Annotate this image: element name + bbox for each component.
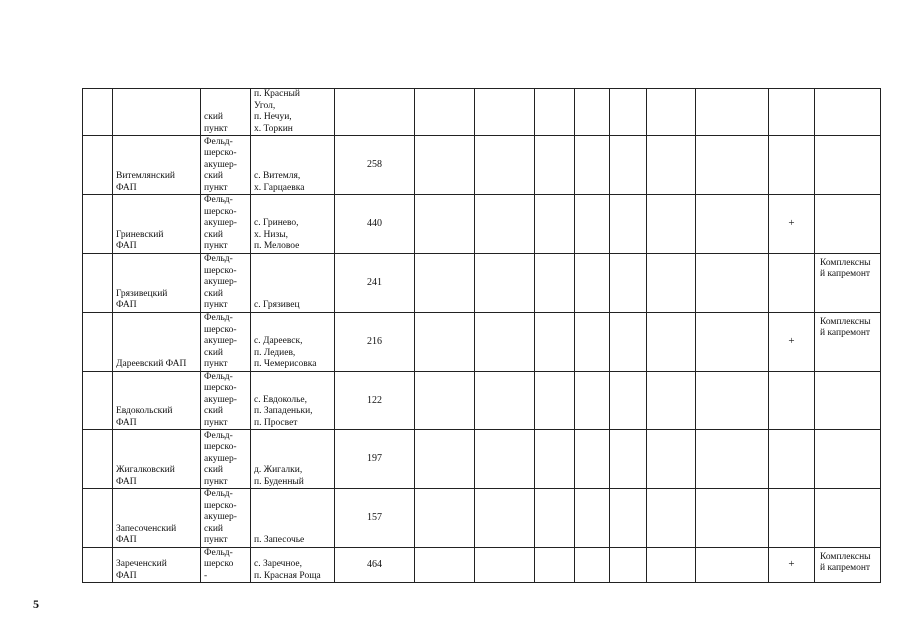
fap-name-cell bbox=[113, 136, 201, 195]
empty-cell bbox=[575, 253, 610, 312]
type-line: шерско- bbox=[204, 148, 237, 158]
plus-mark: + bbox=[788, 558, 795, 570]
empty-cell bbox=[535, 371, 575, 430]
type-line: пункт bbox=[204, 476, 228, 487]
type-line: - bbox=[204, 570, 208, 581]
population-cell bbox=[335, 195, 415, 254]
name-line: Зареченский bbox=[116, 559, 167, 569]
fap-type-cell bbox=[201, 136, 251, 195]
empty-cell bbox=[647, 489, 696, 548]
plus-cell bbox=[769, 195, 815, 254]
type-line: акушер- bbox=[204, 394, 237, 405]
note-cell bbox=[815, 312, 881, 371]
plus-cell bbox=[769, 430, 815, 489]
population-value: 122 bbox=[367, 394, 382, 406]
fap-type-cell bbox=[201, 547, 251, 583]
population-value: 157 bbox=[367, 512, 382, 523]
empty-cell bbox=[696, 136, 769, 195]
note-cell bbox=[815, 547, 881, 583]
empty-cell bbox=[610, 430, 647, 489]
type-line: пункт bbox=[204, 241, 228, 251]
empty-cell bbox=[575, 136, 610, 195]
type-line: акушер- bbox=[204, 159, 237, 170]
type-line: шерско- bbox=[204, 442, 237, 452]
type-line: шерско bbox=[204, 559, 234, 569]
villages-line: Угол, bbox=[254, 100, 276, 111]
type-line: пункт bbox=[204, 182, 228, 193]
type-line: ский bbox=[204, 406, 223, 416]
empty-cell bbox=[535, 312, 575, 371]
empty-cell bbox=[696, 195, 769, 254]
fap-type-cell bbox=[201, 195, 251, 254]
type-line: Фельд- bbox=[204, 489, 233, 499]
villages-line: д. Жигалки, bbox=[254, 465, 303, 475]
plus-cell bbox=[769, 312, 815, 371]
note-cell bbox=[815, 136, 881, 195]
villages-cell bbox=[251, 195, 335, 254]
table-row bbox=[83, 312, 881, 371]
type-line: Фельд- bbox=[204, 136, 233, 147]
villages-cell bbox=[251, 89, 335, 136]
plus-cell bbox=[769, 89, 815, 136]
fap-name-cell bbox=[113, 195, 201, 254]
empty-cell bbox=[415, 89, 475, 136]
empty-cell bbox=[610, 89, 647, 136]
type-line: шерско- bbox=[204, 500, 237, 511]
fap-name-cell bbox=[113, 547, 201, 583]
fap-type-cell bbox=[201, 312, 251, 371]
name-line: Запесоченский bbox=[116, 523, 177, 534]
villages-line: п. Чемерисовка bbox=[254, 359, 317, 369]
empty-cell bbox=[535, 430, 575, 489]
empty-cell bbox=[647, 312, 696, 371]
type-line: ский bbox=[204, 465, 223, 475]
note-line: Комплексны bbox=[820, 551, 871, 562]
note-cell bbox=[815, 253, 881, 312]
villages-cell bbox=[251, 547, 335, 583]
table-row bbox=[83, 547, 881, 583]
table-row bbox=[83, 489, 881, 548]
empty-cell bbox=[647, 195, 696, 254]
empty-cell bbox=[610, 312, 647, 371]
villages-line: п. Запесочье bbox=[254, 535, 305, 545]
table-row bbox=[83, 195, 881, 254]
population-value: 258 bbox=[367, 159, 382, 171]
row-index-cell bbox=[83, 195, 113, 254]
population-value: 440 bbox=[367, 218, 382, 229]
type-line: ский bbox=[204, 347, 223, 358]
table-row bbox=[83, 371, 881, 430]
villages-cell bbox=[251, 489, 335, 548]
empty-cell bbox=[575, 89, 610, 136]
name-line: Грязивецкий bbox=[116, 288, 168, 299]
row-index-cell bbox=[83, 489, 113, 548]
type-line: ский bbox=[204, 523, 223, 534]
name-line: ФАП bbox=[116, 535, 137, 545]
fap-type-cell bbox=[201, 371, 251, 430]
empty-cell bbox=[696, 253, 769, 312]
empty-cell bbox=[575, 489, 610, 548]
empty-cell bbox=[415, 430, 475, 489]
type-line: Фельд- bbox=[204, 547, 233, 558]
empty-cell bbox=[610, 136, 647, 195]
empty-cell bbox=[575, 312, 610, 371]
empty-cell bbox=[696, 547, 769, 583]
plus-cell bbox=[769, 547, 815, 583]
note-line: й капремонт bbox=[820, 328, 871, 338]
empty-cell bbox=[647, 430, 696, 489]
row-index-cell bbox=[83, 371, 113, 430]
population-cell bbox=[335, 430, 415, 489]
name-line: ФАП bbox=[116, 417, 137, 428]
fap-name-cell bbox=[113, 253, 201, 312]
population-cell bbox=[335, 547, 415, 583]
fap-type-cell bbox=[201, 489, 251, 548]
empty-cell bbox=[475, 253, 535, 312]
villages-line: с. Евдоколье, bbox=[254, 394, 308, 405]
fap-name-cell bbox=[113, 371, 201, 430]
empty-cell bbox=[415, 195, 475, 254]
fap-name-cell bbox=[113, 489, 201, 548]
fap-table bbox=[82, 88, 881, 583]
empty-cell bbox=[610, 489, 647, 548]
type-line: ский bbox=[204, 229, 223, 240]
empty-cell bbox=[610, 195, 647, 254]
type-line: акушер- bbox=[204, 453, 237, 464]
table-row bbox=[83, 136, 881, 195]
empty-cell bbox=[535, 89, 575, 136]
type-line: акушер- bbox=[204, 218, 237, 228]
villages-line: с. Заречное, bbox=[254, 559, 302, 569]
type-line: ский bbox=[204, 171, 223, 181]
type-line: Фельд- bbox=[204, 195, 233, 205]
empty-cell bbox=[647, 547, 696, 583]
name-line: Жигалковский bbox=[116, 465, 175, 475]
population-value: 464 bbox=[367, 559, 382, 570]
empty-cell bbox=[610, 371, 647, 430]
villages-line: х. Торкин bbox=[254, 123, 293, 134]
villages-cell bbox=[251, 136, 335, 195]
empty-cell bbox=[475, 489, 535, 548]
table-body bbox=[83, 89, 881, 583]
note-cell bbox=[815, 489, 881, 548]
villages-cell bbox=[251, 312, 335, 371]
villages-line: п. Ледиев, bbox=[254, 347, 296, 358]
empty-cell bbox=[475, 312, 535, 371]
type-line: Фельд- bbox=[204, 313, 233, 323]
name-line: ФАП bbox=[116, 300, 137, 310]
type-line: пункт bbox=[204, 359, 228, 369]
villages-line: п. Красная Роща bbox=[254, 570, 321, 581]
empty-cell bbox=[415, 371, 475, 430]
villages-line: п. Просвет bbox=[254, 417, 298, 428]
population-cell bbox=[335, 371, 415, 430]
plus-cell bbox=[769, 371, 815, 430]
note-line: й капремонт bbox=[820, 269, 871, 279]
villages-line: п. Буденный bbox=[254, 476, 304, 487]
type-line: Фельд- bbox=[204, 254, 233, 264]
empty-cell bbox=[535, 489, 575, 548]
type-line: шерско- bbox=[204, 206, 237, 217]
empty-cell bbox=[647, 89, 696, 136]
population-value: 216 bbox=[367, 335, 382, 347]
empty-cell bbox=[696, 312, 769, 371]
villages-line: х. Гарцаевка bbox=[254, 182, 305, 193]
plus-mark: + bbox=[788, 217, 795, 229]
fap-type-cell bbox=[201, 253, 251, 312]
fap-type-cell bbox=[201, 430, 251, 489]
empty-cell bbox=[475, 89, 535, 136]
villages-line: с. Дареевск, bbox=[254, 336, 303, 346]
type-line: пункт bbox=[204, 123, 228, 134]
villages-line: с. Грязивец bbox=[254, 300, 300, 310]
villages-line: п. Красный bbox=[254, 89, 300, 99]
note-line: Комплексны bbox=[820, 316, 871, 327]
empty-cell bbox=[575, 430, 610, 489]
empty-cell bbox=[475, 547, 535, 583]
plus-cell bbox=[769, 253, 815, 312]
population-value: 197 bbox=[367, 453, 382, 465]
villages-line: с. Гринево, bbox=[254, 218, 299, 228]
note-cell bbox=[815, 89, 881, 136]
note-cell bbox=[815, 195, 881, 254]
type-line: пункт bbox=[204, 535, 228, 545]
type-line: Фельд- bbox=[204, 430, 233, 441]
type-line: акушер- bbox=[204, 512, 237, 522]
type-line: ский bbox=[204, 288, 223, 299]
type-line: ский bbox=[204, 112, 223, 122]
row-index-cell bbox=[83, 89, 113, 136]
row-index-cell bbox=[83, 136, 113, 195]
empty-cell bbox=[415, 489, 475, 548]
row-index-cell bbox=[83, 547, 113, 583]
population-value: 241 bbox=[367, 276, 382, 288]
empty-cell bbox=[696, 489, 769, 548]
fap-name-cell bbox=[113, 312, 201, 371]
type-line: Фельд- bbox=[204, 371, 233, 382]
empty-cell bbox=[535, 547, 575, 583]
empty-cell bbox=[575, 547, 610, 583]
name-line: Витемлянский bbox=[116, 171, 175, 181]
empty-cell bbox=[475, 195, 535, 254]
empty-cell bbox=[415, 136, 475, 195]
type-line: пункт bbox=[204, 417, 228, 428]
empty-cell bbox=[575, 195, 610, 254]
empty-cell bbox=[610, 547, 647, 583]
population-cell bbox=[335, 136, 415, 195]
empty-cell bbox=[696, 430, 769, 489]
table-row bbox=[83, 430, 881, 489]
plus-cell bbox=[769, 489, 815, 548]
empty-cell bbox=[696, 89, 769, 136]
table-row bbox=[83, 89, 881, 136]
name-line: ФАП bbox=[116, 570, 137, 581]
villages-line: х. Низы, bbox=[254, 229, 288, 240]
population-cell bbox=[335, 312, 415, 371]
villages-cell bbox=[251, 430, 335, 489]
empty-cell bbox=[535, 136, 575, 195]
villages-cell bbox=[251, 371, 335, 430]
plus-mark: + bbox=[788, 334, 795, 347]
empty-cell bbox=[610, 253, 647, 312]
villages-line: п. Меловое bbox=[254, 241, 300, 251]
row-index-cell bbox=[83, 312, 113, 371]
name-line: Гриневский bbox=[116, 229, 164, 240]
page-number: 5 bbox=[33, 597, 39, 611]
population-cell bbox=[335, 489, 415, 548]
note-cell bbox=[815, 430, 881, 489]
row-index-cell bbox=[83, 253, 113, 312]
villages-line: п. Западеньки, bbox=[254, 406, 313, 416]
empty-cell bbox=[575, 371, 610, 430]
empty-cell bbox=[647, 136, 696, 195]
name-line: ФАП bbox=[116, 241, 137, 251]
note-line: Комплексны bbox=[820, 257, 871, 268]
plus-cell bbox=[769, 136, 815, 195]
table-row bbox=[83, 253, 881, 312]
population-cell bbox=[335, 89, 415, 136]
type-line: шерско- bbox=[204, 383, 237, 393]
empty-cell bbox=[475, 371, 535, 430]
empty-cell bbox=[647, 371, 696, 430]
name-line: Евдокольский bbox=[116, 406, 173, 416]
name-line: Дареевский ФАП bbox=[116, 359, 187, 369]
row-index-cell bbox=[83, 430, 113, 489]
type-line: акушер- bbox=[204, 336, 237, 346]
population-cell bbox=[335, 253, 415, 312]
fap-name-cell bbox=[113, 89, 201, 136]
name-line: ФАП bbox=[116, 182, 137, 193]
type-line: пункт bbox=[204, 300, 228, 310]
name-line: ФАП bbox=[116, 476, 137, 487]
empty-cell bbox=[475, 430, 535, 489]
note-cell bbox=[815, 371, 881, 430]
villages-cell bbox=[251, 253, 335, 312]
empty-cell bbox=[696, 371, 769, 430]
empty-cell bbox=[535, 253, 575, 312]
empty-cell bbox=[535, 195, 575, 254]
note-line: й капремонт bbox=[820, 563, 871, 573]
type-line: шерско- bbox=[204, 324, 237, 335]
villages-line: с. Витемля, bbox=[254, 171, 301, 181]
empty-cell bbox=[415, 312, 475, 371]
empty-cell bbox=[647, 253, 696, 312]
empty-cell bbox=[415, 547, 475, 583]
fap-type-cell bbox=[201, 89, 251, 136]
type-line: акушер- bbox=[204, 277, 237, 287]
empty-cell bbox=[475, 136, 535, 195]
empty-cell bbox=[415, 253, 475, 312]
type-line: шерско- bbox=[204, 265, 237, 276]
villages-line: п. Нечуи, bbox=[254, 112, 292, 122]
fap-name-cell bbox=[113, 430, 201, 489]
